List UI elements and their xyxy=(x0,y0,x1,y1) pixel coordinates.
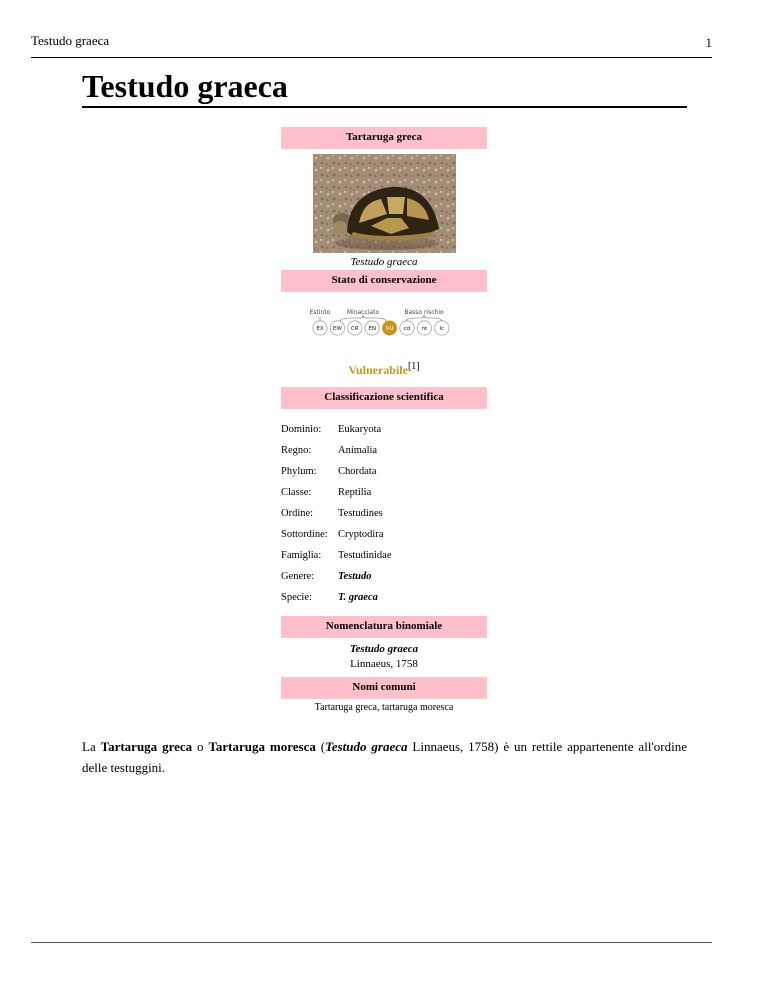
taxo-rank: Specie: xyxy=(281,592,312,603)
common-names-text: Tartaruga greca, tartaruga moresca xyxy=(314,702,454,713)
common-names-header: Nomi comuni xyxy=(281,677,487,699)
taxo-row-sottordine xyxy=(281,524,487,545)
taxo-rank: Classe: xyxy=(281,487,312,498)
taxo-row-classe xyxy=(281,482,487,503)
status-reference[interactable]: [1] xyxy=(407,361,420,372)
taxo-rank: Sottordine: xyxy=(281,529,328,540)
tortoise-photo[interactable] xyxy=(313,154,456,253)
taxo-row-famiglia xyxy=(281,545,487,566)
intro-text: ( xyxy=(315,739,326,754)
intro-binomial xyxy=(325,739,407,754)
taxo-row-specie xyxy=(281,587,487,608)
iucn-category-ew xyxy=(330,321,344,335)
iucn-category-label: EX xyxy=(316,326,324,333)
taxo-value[interactable]: Testudo xyxy=(338,571,372,582)
taxo-rank: Regno: xyxy=(281,445,312,456)
taxo-row-genere xyxy=(281,566,487,587)
taxo-row-ordine xyxy=(281,503,487,524)
iucn-category-label: nt xyxy=(421,326,428,333)
conservation-status-link[interactable]: Vulnerabile xyxy=(348,363,408,377)
taxo-rank: Genere: xyxy=(281,571,315,582)
infobox xyxy=(281,127,487,713)
intro-bold-term: Tartaruga greca xyxy=(100,739,193,754)
taxo-value: T. graeca xyxy=(338,592,378,603)
binomial-name: Testudo graeca xyxy=(349,643,419,655)
iucn-category-label: cd xyxy=(403,326,411,333)
title-rule xyxy=(82,106,687,108)
taxo-row-dominio xyxy=(281,419,487,440)
taxonomy-table xyxy=(281,419,487,608)
iucn-category-cd xyxy=(400,321,414,335)
taxo-value[interactable]: Animalia xyxy=(338,445,378,456)
photo-caption: Testudo graeca xyxy=(350,256,418,268)
binomial-block xyxy=(281,642,487,672)
iucn-category-nt xyxy=(417,321,431,335)
intro-bold-term: Tartaruga moresca xyxy=(208,739,316,754)
page-number: 1 xyxy=(705,35,712,50)
running-header: Testudo graeca xyxy=(31,33,110,48)
taxo-value[interactable]: Testudinidae xyxy=(338,550,392,561)
classification-header: Classificazione scientifica xyxy=(281,387,487,409)
taxo-value[interactable]: Cryptodira xyxy=(338,529,384,540)
iucn-category-label: VU xyxy=(385,326,394,333)
iucn-category-vu xyxy=(382,321,396,335)
taxo-rank: Phylum: xyxy=(281,466,317,477)
taxo-value[interactable]: Testudines xyxy=(338,508,383,519)
iucn-group-threatened: Minacciato xyxy=(346,309,380,316)
intro-text: o xyxy=(192,739,209,754)
taxo-row-phylum xyxy=(281,461,487,482)
taxo-value[interactable]: Reptilia xyxy=(338,487,372,498)
iucn-category-ex xyxy=(313,321,327,335)
intro-binomial-name: Testudo graeca xyxy=(325,739,408,754)
conservation-status-line xyxy=(281,361,487,387)
iucn-group-low-risk: Basso rischio xyxy=(404,309,444,316)
taxo-row-regno xyxy=(281,440,487,461)
binomial-authority: Linnaeus, 1758 xyxy=(350,658,418,670)
taxo-rank: Dominio: xyxy=(281,424,322,435)
taxo-value[interactable]: Eukaryota xyxy=(338,424,382,435)
iucn-status-graphic xyxy=(281,306,487,361)
conservation-header: Stato di conservazione xyxy=(281,270,487,292)
iucn-category-cr xyxy=(348,321,362,335)
infobox-title: Tartaruga greca xyxy=(281,127,487,149)
iucn-category-en xyxy=(365,321,379,335)
iucn-category-label: CR xyxy=(350,326,359,333)
taxo-rank: Famiglia: xyxy=(281,550,322,561)
taxo-rank: Ordine: xyxy=(281,508,314,519)
footer-rule xyxy=(31,942,712,943)
intro-text: Linnaeus, 1758) è un rettile appartenente all'ordine delle testuggini. xyxy=(82,739,687,775)
intro-text: La xyxy=(82,739,101,754)
header-rule xyxy=(31,57,712,58)
iucn-category-label: lc xyxy=(439,326,445,333)
iucn-group-extinct: Estinto xyxy=(309,309,331,316)
iucn-category-label: EW xyxy=(332,326,342,333)
page-title[interactable]: Testudo graeca xyxy=(82,68,288,104)
binomial-header: Nomenclatura binomiale xyxy=(281,616,487,638)
taxo-value[interactable]: Chordata xyxy=(338,466,377,477)
iucn-category-label: EN xyxy=(368,326,377,333)
intro-paragraph xyxy=(82,736,687,778)
iucn-category-lc xyxy=(435,321,449,335)
